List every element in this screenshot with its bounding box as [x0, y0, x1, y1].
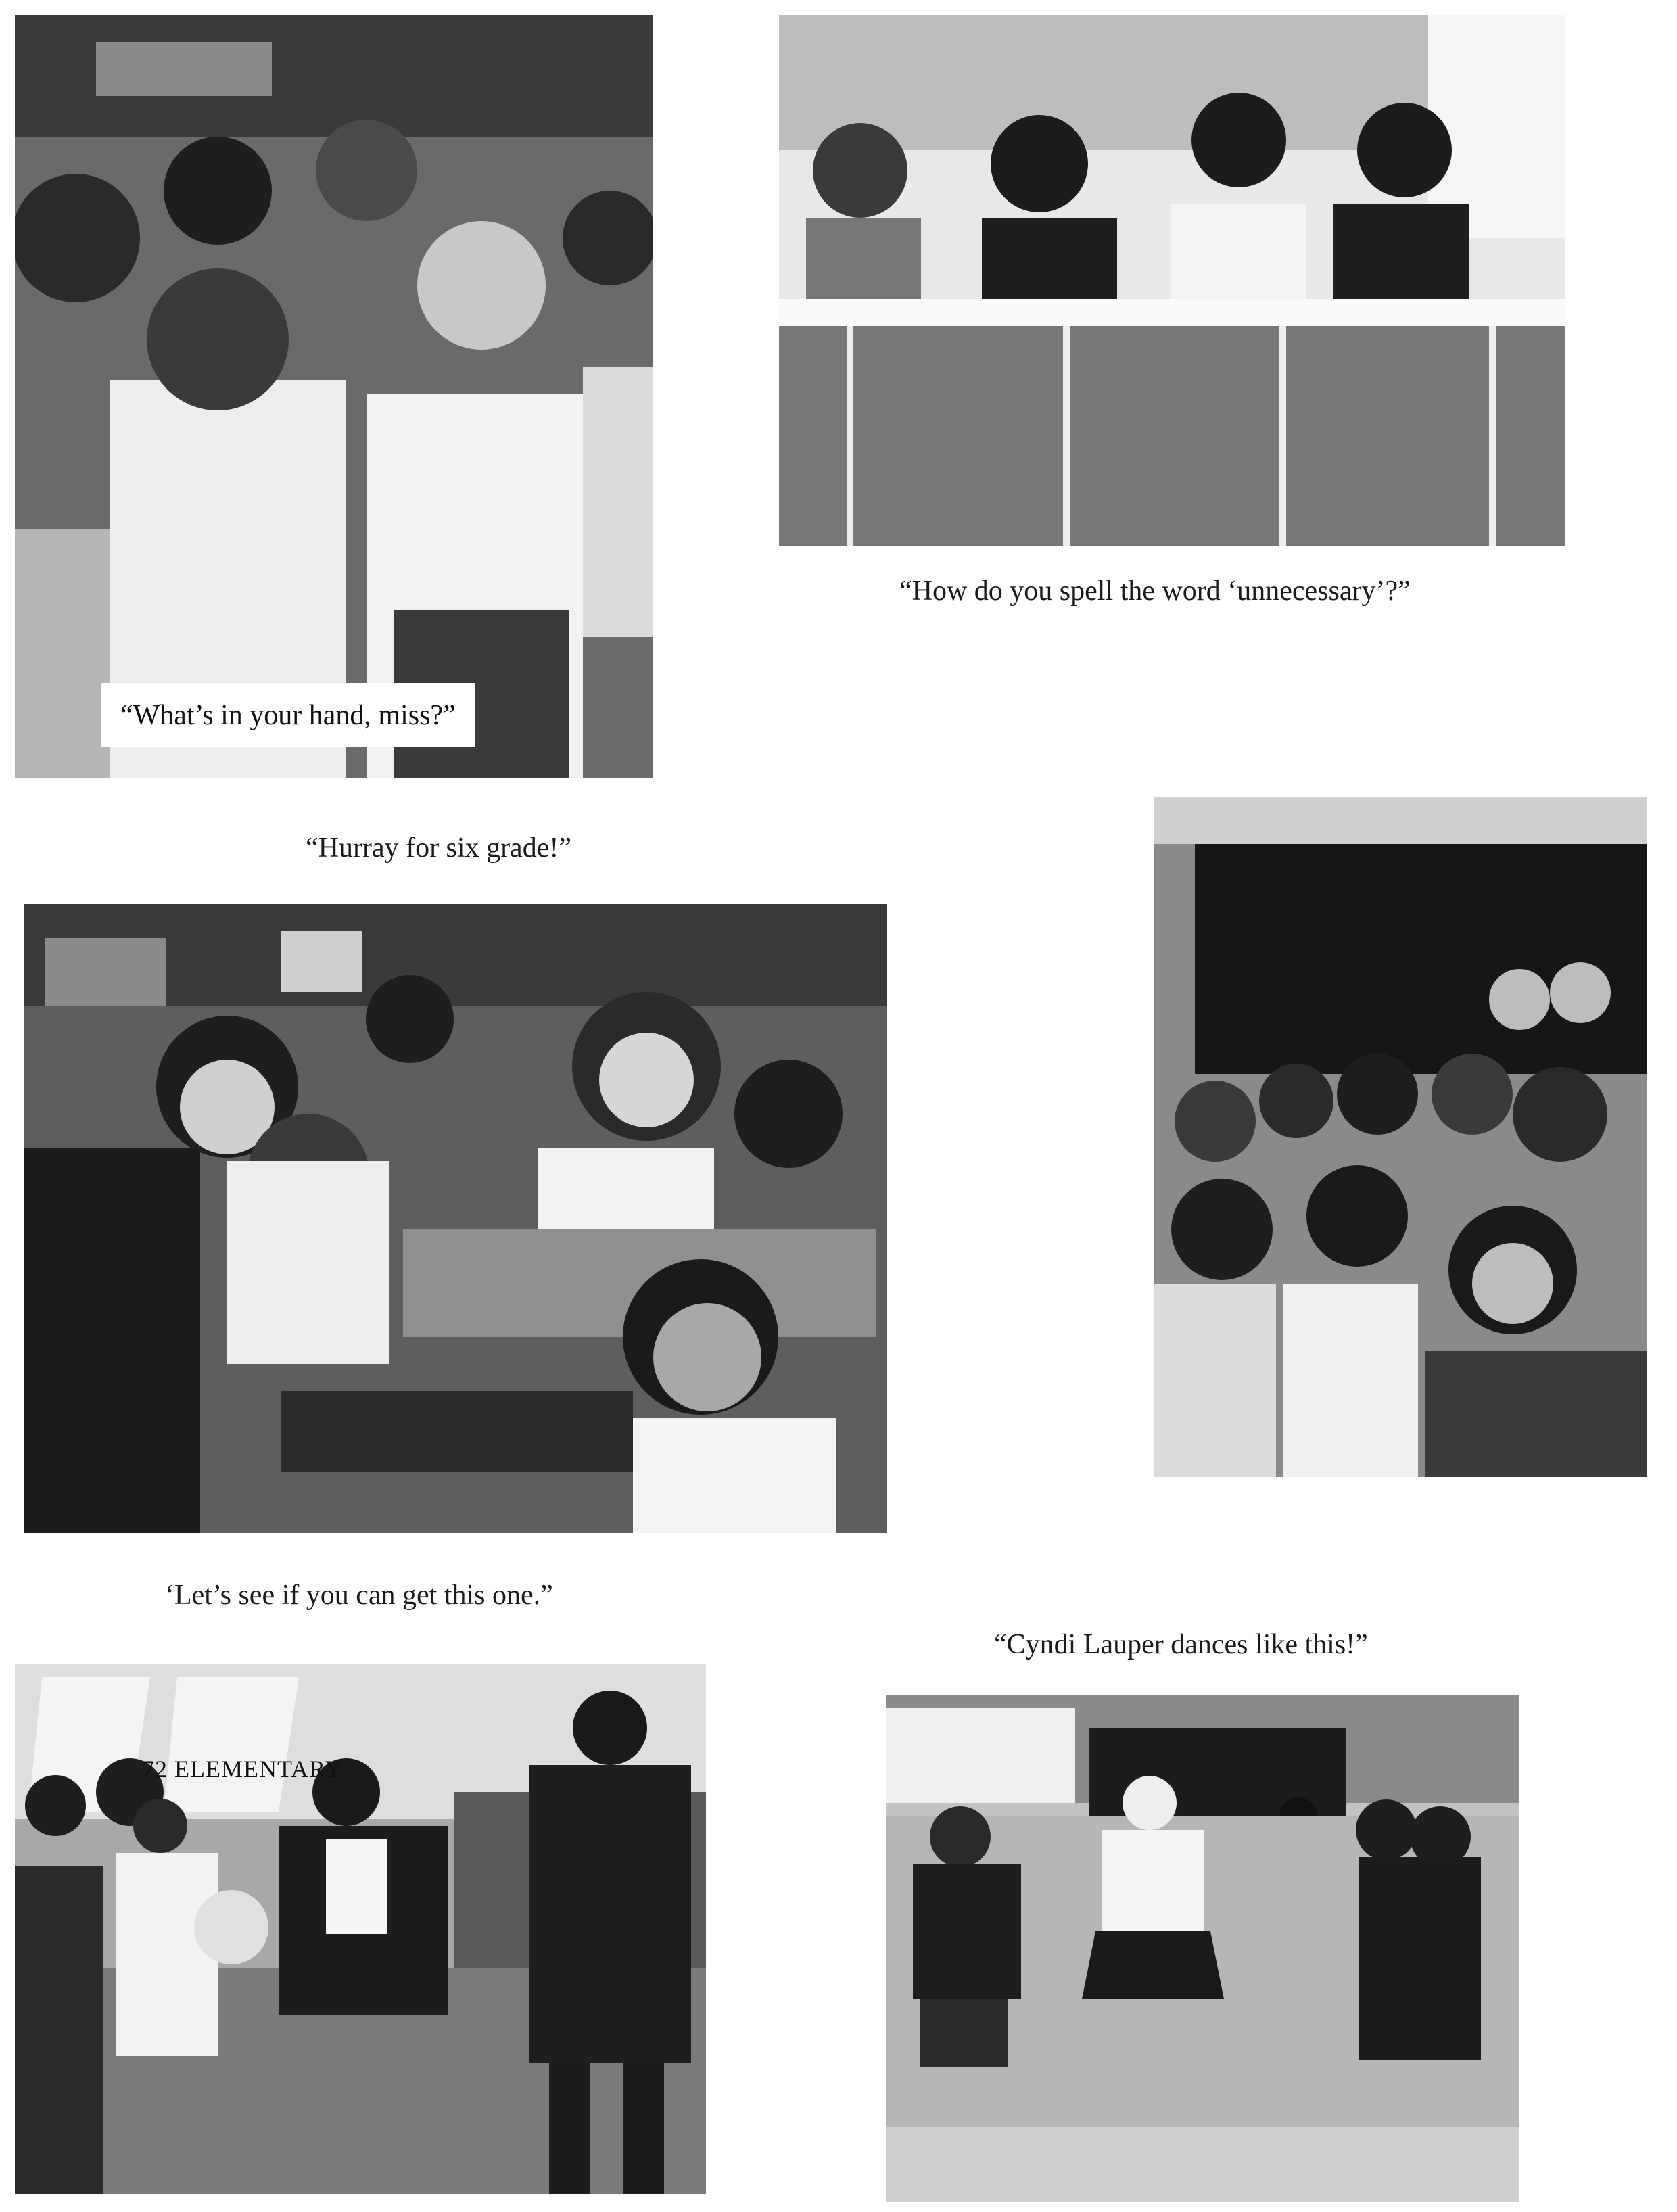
photo-image — [1154, 797, 1647, 1477]
photo-caption-ball-game-outdoors: ‘Let’s see if you can get this one.” — [165, 1580, 553, 1611]
section-label: ELEMENTARY — [174, 1756, 344, 1783]
photo-caption-sixth-grade-cheer: “Hurray for six grade!” — [306, 832, 571, 864]
photo-sixth-grade-cheer — [24, 904, 887, 1533]
page-number: 72 — [142, 1756, 168, 1783]
photo-caption-students-gathered-classroom: “What’s in your hand, miss?” — [101, 683, 475, 747]
photo-image — [886, 1695, 1519, 2202]
photo-image — [15, 15, 653, 778]
photo-image — [779, 15, 1565, 546]
photo-image — [15, 1664, 706, 2194]
photo-students-at-desks — [779, 15, 1565, 546]
photo-dancing-parking-lot — [886, 1695, 1519, 2202]
photo-ball-game-outdoors — [15, 1664, 706, 2194]
page-footer — [142, 1755, 343, 1783]
photo-caption-students-at-desks: “How do you spell the word ‘unnecessary’?” — [899, 575, 1411, 607]
photo-students-seated-audience — [1154, 797, 1647, 1477]
photo-caption-dancing-parking-lot: “Cyndi Lauper dances like this!” — [994, 1629, 1368, 1660]
photo-students-gathered-classroom — [15, 15, 653, 778]
photo-image — [24, 904, 887, 1533]
